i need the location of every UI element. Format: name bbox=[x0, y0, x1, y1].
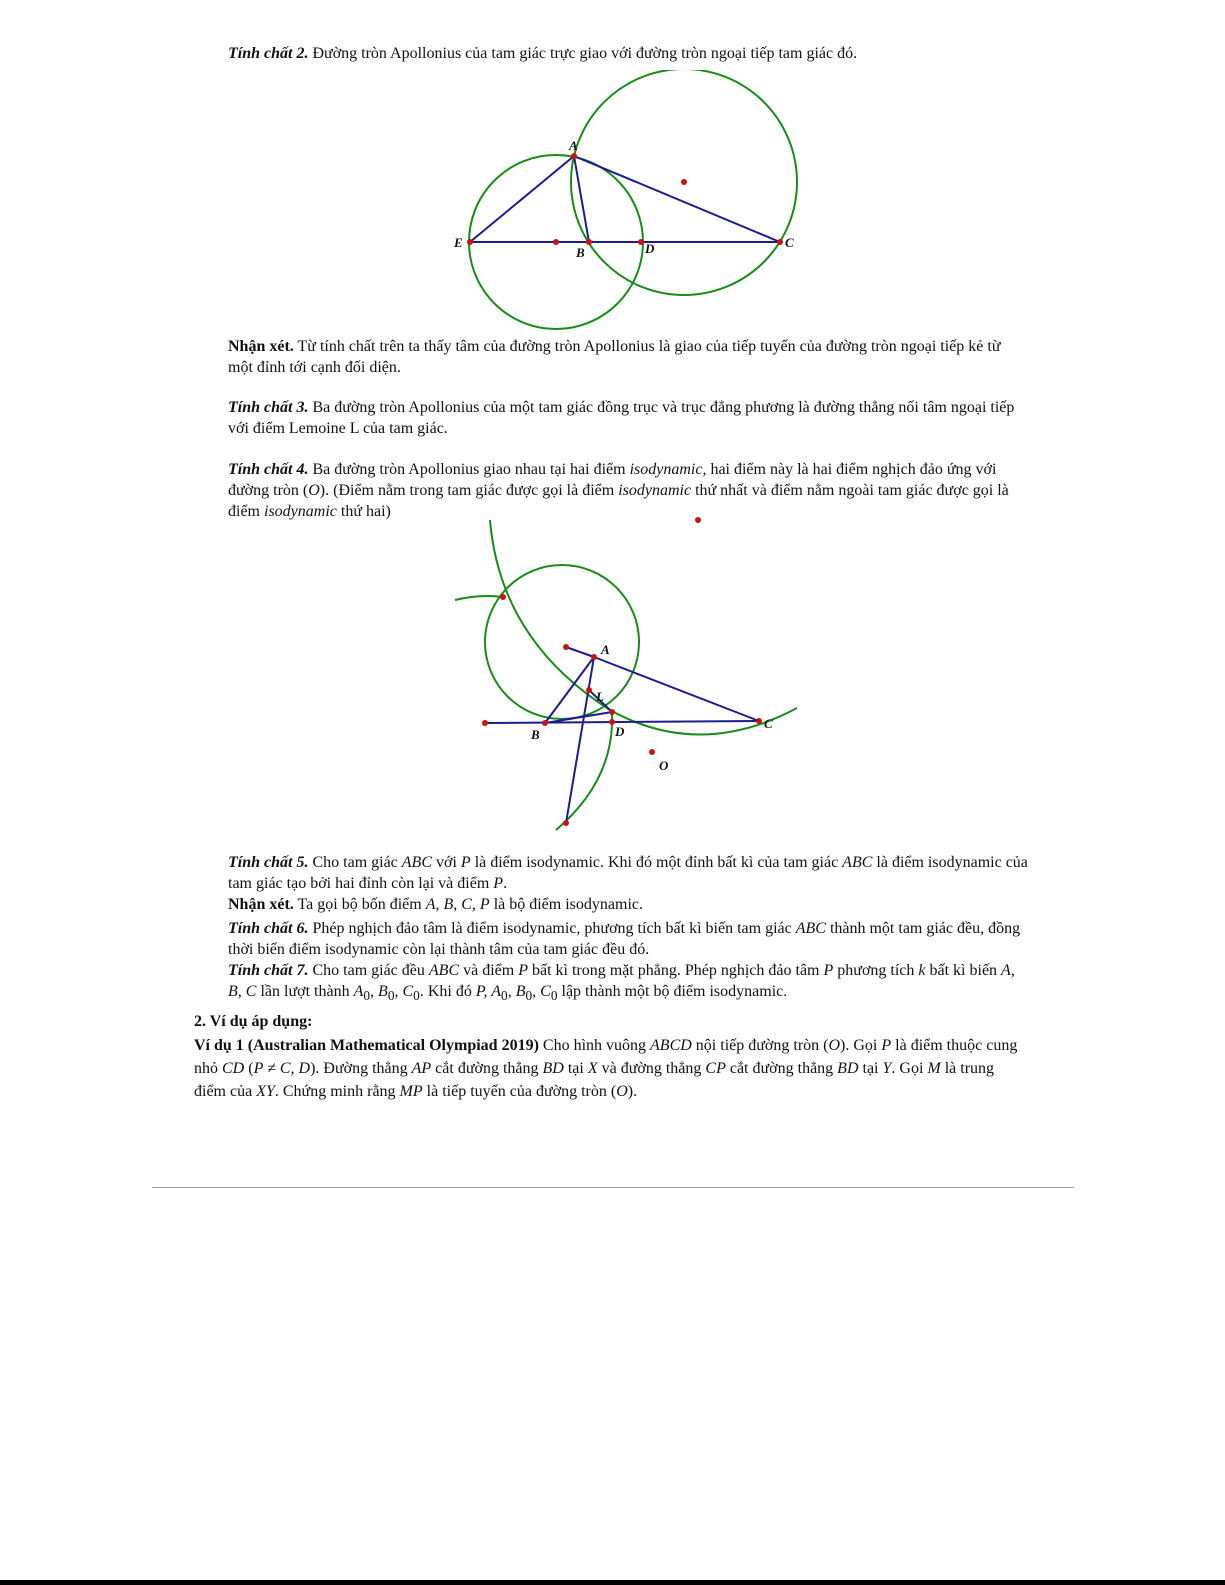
property-5: Tính chất 5. Cho tam giác ABC với P là điểm isodynamic. Khi đó một đỉnh bất kì của tam giác ABC là điểm isodynamic của tam giác tạo bởi hai đỉnh còn lại và điểm P. bbox=[228, 854, 1028, 892]
line-BC bbox=[485, 721, 759, 723]
property-5-label: Tính chất 5. bbox=[228, 854, 309, 871]
property-6-label: Tính chất 6. bbox=[228, 920, 309, 937]
point-apollonius-center bbox=[553, 239, 559, 245]
property-7-label: Tính chất 7. bbox=[228, 962, 309, 979]
page-bottom-border bbox=[0, 1580, 1225, 1585]
point-isodynamic-inner bbox=[609, 709, 615, 715]
segment-A-tangent bbox=[566, 647, 594, 657]
property-3 bbox=[228, 397, 1028, 439]
point-isodynamic-outer bbox=[500, 594, 506, 600]
point-O bbox=[649, 749, 655, 755]
label-B: B bbox=[576, 245, 585, 260]
point-circumcenter bbox=[681, 179, 687, 185]
property-3-text: Ba đường tròn Apollonius của một tam giác đồng trục và trục đẳng phương là đường thẳng nối tâm ngoại tiếp với điểm Lemoine L của tam giác. bbox=[228, 399, 1015, 437]
label-C: C bbox=[764, 716, 773, 731]
point-tangent bbox=[563, 644, 569, 650]
figure-apollonius-orthogonal bbox=[440, 70, 820, 335]
section-2-heading: 2. Ví dụ áp dụng: bbox=[194, 1013, 313, 1030]
property-4: Tính chất 4. Ba đường tròn Apollonius giao nhau tại hai điểm isodynamic, hai điểm này là hai điểm nghịch đảo ứng với đường tròn (O). (Điểm nằm trong tam giác được gọi là điểm isodynamic thứ nhất và điểm nằm ngoài tam giác được gọi là điểm isodynamic thứ hai) bbox=[228, 461, 1009, 520]
point-C bbox=[756, 718, 762, 724]
figure-isodynamic-points bbox=[440, 512, 820, 840]
point-D bbox=[638, 239, 644, 245]
point-top-right bbox=[695, 517, 701, 523]
point-C bbox=[777, 239, 783, 245]
property-2 bbox=[228, 43, 1028, 64]
example-1-label: Ví dụ 1 (Australian Mathematical Olympiad 2019) bbox=[194, 1037, 539, 1054]
point-B bbox=[542, 720, 548, 726]
point-A bbox=[571, 153, 577, 159]
label-D: D bbox=[615, 724, 625, 739]
remark-2: Nhận xét. Ta gọi bộ bốn điểm A, B, C, P là bộ điểm isodynamic. bbox=[228, 896, 643, 913]
segment-AE bbox=[470, 156, 574, 242]
point-A bbox=[591, 654, 597, 660]
property-6: Tính chất 6. Phép nghịch đảo tâm là điểm isodynamic, phương tích bất kì biến tam giác ABC thành một tam giác đều, đồng thời biến điểm isodynamic còn lại thành tâm của tam giác đều đó. bbox=[228, 920, 1021, 958]
page-divider bbox=[152, 1187, 1074, 1188]
label-A: A bbox=[569, 138, 578, 153]
point-bottom bbox=[563, 820, 569, 826]
remark-1-label: Nhận xét. bbox=[228, 338, 294, 355]
point-B bbox=[586, 239, 592, 245]
remark-2-label: Nhận xét. bbox=[228, 896, 294, 913]
property-2-text: Đường tròn Apollonius của tam giác trực giao với đường tròn ngoại tiếp tam giác đó. bbox=[308, 45, 858, 62]
label-B: B bbox=[531, 727, 540, 742]
label-O: O bbox=[659, 758, 669, 773]
label-D: D bbox=[645, 241, 655, 256]
apollonius-arc-left bbox=[455, 596, 503, 600]
property-2-label: Tính chất 2. bbox=[228, 45, 309, 62]
property-4-label: Tính chất 4. bbox=[228, 461, 309, 478]
segment-AC bbox=[594, 657, 759, 721]
label-E: E bbox=[454, 235, 463, 250]
line-A-lower bbox=[566, 657, 594, 823]
example-1: Ví dụ 1 (Australian Mathematical Olympiad 2019) Cho hình vuông ABCD nội tiếp đường tròn (O). Gọi P là điểm thuộc cung nhỏ CD (P ≠ C, D). Đường thẳng AP cắt đường thẳng BD tại X và đường thẳng CP cắt đường thẳng BD tại Y. Gọi M là trung điểm của XY. Chứng minh rằng MP là tiếp tuyến của đường tròn (O). bbox=[194, 1037, 1018, 1100]
point-E bbox=[467, 239, 473, 245]
remark-1 bbox=[228, 336, 1028, 378]
label-A: A bbox=[601, 642, 610, 657]
point-left-end bbox=[482, 720, 488, 726]
remark-1-text: Từ tính chất trên ta thấy tâm của đường tròn Apollonius là giao của tiếp tuyến của đường tròn ngoại tiếp kẻ từ một đỉnh tới cạnh đối diện. bbox=[228, 338, 1001, 376]
apollonius-arc-large bbox=[490, 520, 797, 735]
property-7: Tính chất 7. Cho tam giác đều ABC và điểm P bất kì trong mặt phẳng. Phép nghịch đảo tâm P phương tích k bất kì biến A, B, C lần lượt thành $A_0$, $B_0$, $C_0$. Khi đó P, $A_0$, $B_0$, $C_0$ lập thành một bộ điểm isodynamic. bbox=[228, 962, 1015, 1004]
point-L bbox=[586, 687, 592, 693]
property-3-label: Tính chất 3. bbox=[228, 399, 309, 416]
apollonius-circle-small bbox=[485, 565, 639, 719]
segment-AC bbox=[574, 156, 780, 242]
apollonius-arc-lower bbox=[556, 712, 612, 830]
label-C: C bbox=[785, 235, 794, 250]
label-L: L bbox=[596, 689, 604, 704]
